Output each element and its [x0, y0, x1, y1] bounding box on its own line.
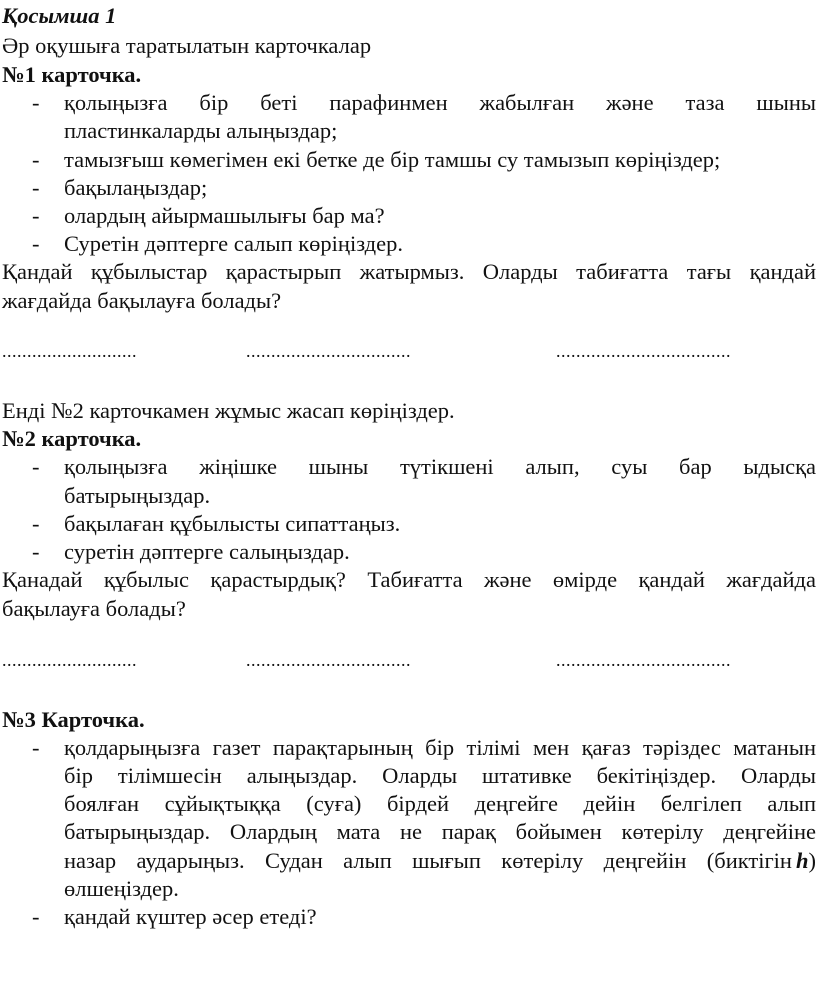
card3-item-text: боялған сұйықтыққа (суға) бірдей деңгейге дейін белгілеп алып — [64, 791, 816, 816]
card3-item-text: өлшеңіздер. — [64, 876, 179, 901]
card2-item-text: батырыңыздар. — [64, 483, 211, 508]
bullet-dash: - — [32, 231, 40, 256]
card1-question-line2: жағдайда бақылауға болады? — [2, 288, 282, 313]
card3-item-text: қандай күштер әсер етеді? — [64, 904, 317, 929]
answer-blank-5[interactable]: ................................. — [246, 650, 411, 670]
bullet-dash: - — [32, 175, 40, 200]
bullet-dash: - — [32, 735, 40, 760]
card2-question-line2: бақылауға болады? — [2, 596, 186, 621]
card2-question-line1: Қанадай құбылыс қарастырдық? Табиғатта және өмірде қандай жағдайда — [2, 567, 816, 592]
answer-blank-2[interactable]: ................................. — [246, 341, 411, 361]
bullet-dash: - — [32, 147, 40, 172]
card3-item-text: қолдарыңызға газет парақтарының бір тілімі мен қағаз тәріздес матанын — [64, 735, 816, 760]
bullet-dash: - — [32, 90, 40, 115]
card1-item-text: олардың айырмашылығы бар ма? — [64, 203, 385, 228]
card2-item-text: суретін дәптерге салыңыздар. — [64, 539, 350, 564]
bullet-dash: - — [32, 539, 40, 564]
bullet-dash: - — [32, 904, 40, 929]
answer-blank-4[interactable]: ........................... — [2, 650, 137, 670]
appendix-title: Қосымша 1 — [2, 3, 117, 28]
document-subtitle: Әр оқушыға таратылатын карточкалар — [2, 33, 372, 58]
card1-item-text: тамызғыш көмегімен екі бетке де бір тамшы су тамызып көріңіздер; — [64, 147, 721, 172]
card1-item-text: пластинкаларды алыңыздар; — [64, 118, 338, 143]
closing-paren: ) — [808, 848, 816, 873]
height-symbol: h — [795, 848, 809, 873]
card2-item-text: қолыңызға жіңішке шыны түтікшені алып, суы бар ыдысқа — [64, 454, 816, 479]
card3-item-text: назар аударыңыз. Судан алып шығып көтерілу деңгейін (биктігін — [64, 848, 792, 873]
bullet-dash: - — [32, 203, 40, 228]
card3-item-text-row — [64, 847, 816, 875]
card1-heading: №1 карточка. — [2, 62, 142, 87]
card1-item-text: қолыңызға бір беті парафинмен жабылған және таза шыны — [64, 90, 816, 115]
answer-blank-6[interactable]: ................................... — [556, 650, 731, 670]
card1-item-text: бақылаңыздар; — [64, 175, 208, 200]
bullet-dash: - — [32, 454, 40, 479]
bullet-dash: - — [32, 511, 40, 536]
card2-heading: №2 карточка. — [2, 426, 142, 451]
card2-item-text: бақылаған құбылысты сипаттаңыз. — [64, 511, 401, 536]
card1-question-line1: Қандай құбылыстар қарастырып жатырмыз. Оларды табиғатта тағы қандай — [2, 259, 816, 284]
answer-blank-1[interactable]: ........................... — [2, 341, 137, 361]
card3-item-text: батырыңыздар. Олардың мата не парақ бойымен көтерілу деңгейіне — [64, 819, 816, 844]
card3-heading: №3 Карточка. — [2, 707, 145, 732]
card3-item-text: бір тілімшесін алыңыздар. Оларды штативке бекітіңіздер. Оларды — [64, 763, 816, 788]
answer-blank-3[interactable]: ................................... — [556, 341, 731, 361]
transition-text: Енді №2 карточкамен жұмыс жасап көріңіздер. — [2, 398, 455, 423]
card3-h-symbol-wrap — [796, 847, 816, 875]
card1-item-text: Суретін дәптерге салып көріңіздер. — [64, 231, 403, 256]
